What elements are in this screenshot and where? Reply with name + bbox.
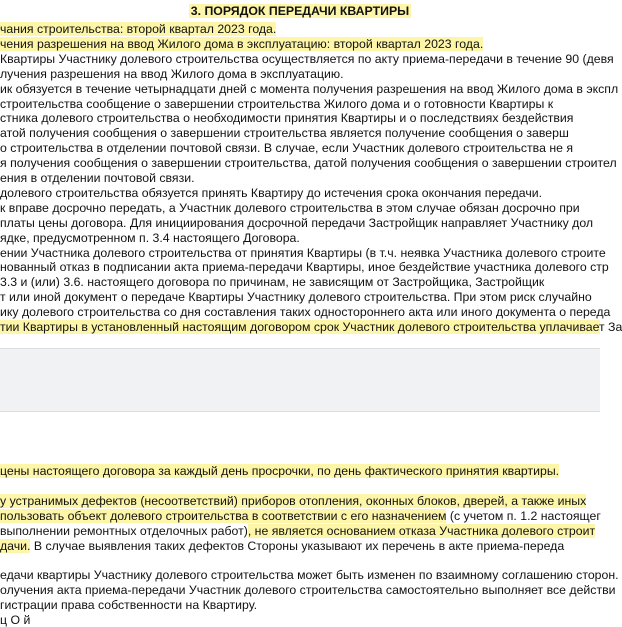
text-line — [0, 568, 619, 582]
text-line-content: ения в отделении почтовой связи. — [0, 171, 195, 185]
text-line-content: платы цены договора. Для инициирования досрочной передачи Застройщик направляет Участнику дол — [0, 215, 594, 230]
text-line — [0, 216, 593, 230]
text-line — [0, 67, 344, 81]
text-line-content: т или иной документ о передаче Квартиры Участнику долевого строительства. При этом риск случайно — [0, 290, 592, 305]
text-line-content: чения разрешения на ввод Жилого дома в эксплуатацию: второй квартал 2023 года. — [0, 36, 484, 51]
text-line-content: ении Участника долевого строительства от принятия Квартиры (в т.ч. неявка Участника долевого строите — [0, 245, 606, 260]
text-line-content: к вправе досрочно передать, а Участник долевого строительства в этом случае обязан досрочно при — [0, 200, 580, 215]
text-line — [0, 524, 595, 538]
text-line-content: атой получения сообщения о завершении строительства является получение сообщения о заверш — [0, 126, 569, 141]
text-line — [0, 613, 30, 627]
text-line — [0, 320, 622, 334]
text-segment: едачи квартиры Участнику долевого строительства может быть изменен по взаимному соглашению сторон. — [0, 568, 619, 583]
text-line — [0, 583, 615, 597]
text-line — [0, 539, 564, 553]
text-line — [0, 37, 483, 51]
text-line-content: чания строительства: второй квартал 2023 года. — [0, 22, 277, 36]
text-line — [0, 126, 569, 140]
text-line — [0, 464, 559, 478]
text-line-content: стника долевого строительства о необходимости принятия Квартиры и о последствиях бездействия — [0, 111, 574, 126]
text-line — [0, 494, 586, 508]
text-line — [0, 186, 542, 200]
section-heading-text: 3. ПОРЯДОК ПЕРЕДАЧИ КВАРТИРЫ — [190, 4, 410, 18]
text-line — [0, 290, 592, 304]
text-line — [0, 141, 573, 155]
text-line — [0, 111, 573, 125]
text-segment: гистрации права собственности на Квартиру. — [0, 598, 258, 613]
text-segment: В случае выявления таких дефектов Стороны указывают их перечень в акте приема-переда — [30, 538, 565, 553]
text-line-content: ядке, предусмотренном п. 3.4 настоящего Договора. — [0, 230, 300, 245]
text-segment: , не является основанием отказа Участника долевого строит — [247, 523, 596, 538]
text-segment: пользовать объект долевого строительства в соответствии с его назначением — [0, 508, 447, 523]
text-line — [0, 275, 544, 289]
document-page-bottom — [0, 412, 619, 627]
text-line-content: ик обязуется в течение четырнадцати дней с момента получения разрешения на ввод Жилого дома в экспл — [0, 81, 619, 96]
text-line — [0, 156, 617, 170]
text-segment: ц О й — [0, 613, 31, 627]
text-line — [0, 171, 195, 185]
text-line-content: нованный отказ в подписании акта приема-передачи Квартиры, иное бездействие участника долевого стр — [0, 260, 609, 275]
page-gap — [0, 348, 600, 412]
text-segment: цены настоящего договора за каждый день просрочки, по день фактического принятия квартиры. — [0, 464, 560, 478]
text-segment: выполнении ремонтных отделочных работ) — [0, 523, 248, 538]
text-line — [0, 509, 601, 523]
text-line-content: о строительства в отделении почтовой связи. В случае, если Участник долевого строительства не я — [0, 141, 574, 156]
text-line — [0, 305, 610, 319]
text-line — [0, 260, 609, 274]
text-segment: дачи. — [0, 538, 31, 553]
section-heading — [0, 4, 600, 18]
text-line — [0, 598, 257, 612]
text-line-content: тии Квартиры в установленный настоящим договором срок Участник долевого строительства уплачивает За — [0, 320, 622, 334]
text-line-content: долевого строительства обязуется принять Квартиру до истечения срока окончания передачи. — [0, 185, 543, 200]
text-segment: олучения акта приема-передачи Участник долевого строительства самостоятельно выполняет все действи — [0, 583, 616, 598]
text-line-content: Квартиры Участнику долевого строительства осуществляется по акту приема-передачи в течение 90 (девя — [0, 51, 614, 66]
text-line — [0, 97, 553, 111]
text-segment: (с учетом п. 1.2 настоящег — [446, 508, 601, 523]
text-line-content: строительства сообщение о завершении строительства Жилого дома и о готовности Квартиры к — [0, 96, 554, 111]
text-line-content: я получения сообщения о завершении строительства, датой получения сообщения о завершении строител — [0, 156, 617, 171]
text-segment: у устранимых дефектов (несоответствий) приборов отопления, оконных блоков, дверей, а также иных — [0, 493, 587, 508]
text-line-content: 3.3 и (или) 3.6. настоящего договора по причинам, не зависящим от Застройщика, Застройщик — [0, 275, 545, 290]
text-line-content: лучения разрешения на ввод Жилого дома в эксплуатацию. — [0, 66, 344, 81]
text-line — [0, 201, 580, 215]
text-line — [0, 52, 614, 66]
text-line — [0, 22, 276, 36]
text-line-content: ику долевого строительства со дня составления таких одностороннего акта или иного документа о переда — [0, 305, 611, 320]
text-line — [0, 246, 606, 260]
text-line — [0, 231, 300, 245]
text-line — [0, 82, 618, 96]
